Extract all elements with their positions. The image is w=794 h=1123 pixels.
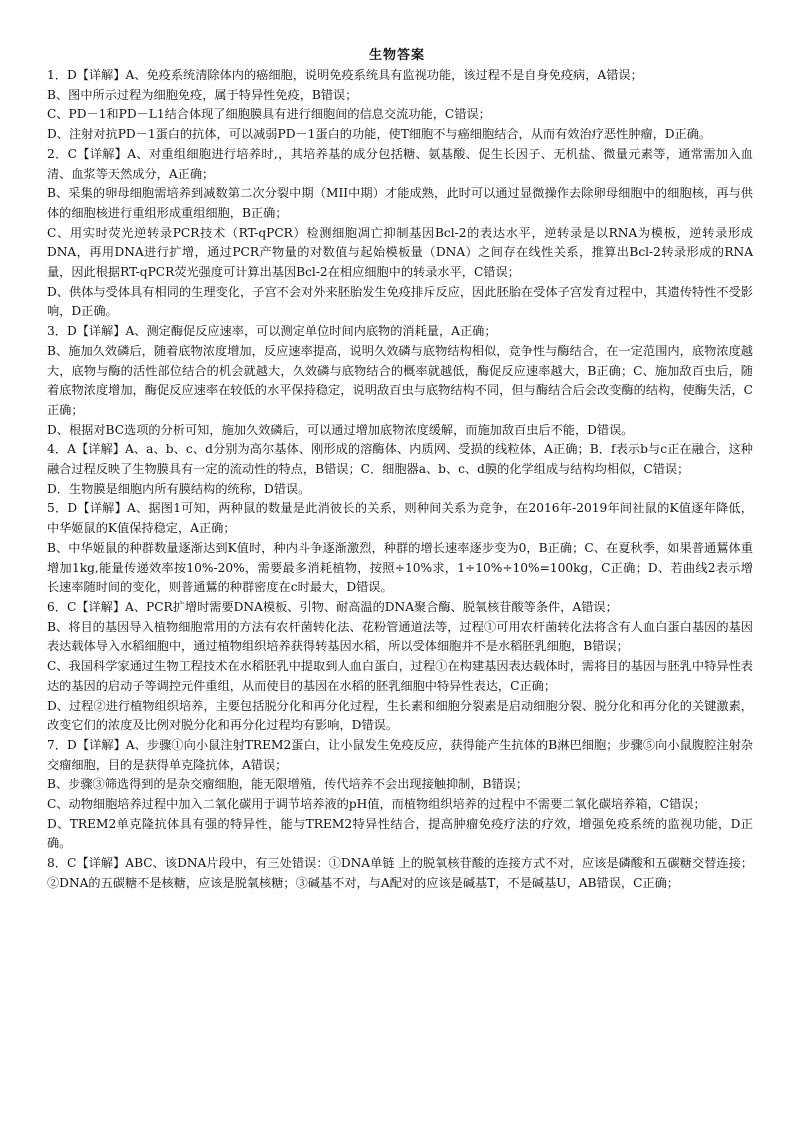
answer-line: 7．D【详解】A、步骤①向小鼠注射TREM2蛋白，让小鼠发生免疫反应，获得能产生抗体的B淋巴细胞；步骤⑤向小鼠腹腔注射杂交瘤细胞，目的是获得单克隆抗体，A错误；	[47, 737, 753, 772]
answer-line: B、施加久效磷后，随着底物浓度增加，反应速率提高，说明久效磷与底物结构相似，竞争性与酶结合，在一定范围内，底物浓度越大，底物与酶的活性部位结合的机会就越大，久效磷与底物结合的概率就越低，酶促反应速率越大，B正确；C、施加敌百虫后，随着底物浓度增加，酶促反应速率在较低的水平保持稳定，说明敌百虫与底物结构不同，但与酶结合后会改变酶的结构，使酶失活，C正确；	[47, 343, 753, 417]
answer-line: D、供体与受体具有相同的生理变化，子宫不会对外来胚胎发生免疫排斥反应，因此胚胎在受体子宫发育过程中，其遗传特性不受影响，D正确。	[47, 284, 753, 319]
answer-line: 8．C【详解】ABC、该DNA片段中，有三处错误：①DNA单链 上的脱氧核苷酸的连接方式不对，应该是磷酸和五碳糖交替连接；②DNA的五碳糖不是核糖，应该是脱氧核糖；③碱基不对，与A配对的应该是碱基T，不是碱基U，AB错误，C正确；	[47, 856, 753, 890]
answer-line: 4．A【详解】A、a、b、c、d分别为高尔基体、刚形成的溶酶体、内质网、受损的线粒体，A正确；B．f表示b与c正在融合，这种融合过程反映了生物膜具有一定的流动性的特点，B错误；C．细胞器a、b、c、d膜的化学组成与结构均相似，C错误；	[47, 442, 753, 477]
answer-line: C、用实时荧光逆转录PCR技术（RT-qPCR）检测细胞凋亡抑制基因Bcl-2的表达水平，逆转录是以RNA为模板，逆转录形成DNA，再用DNA进行扩增，通过PCR产物量的对数值与起始模板量（DNA）之间存在线性关系，推算出Bcl-2转录形成的RNA量，因此根据RT-qPCR荧光强度可计算出基因Bcl-2在相应细胞中的转录水平，C错误；	[47, 225, 753, 280]
answer-line: 6．C【详解】A、PCR扩增时需要DNA模板、引物、耐高温的DNA聚合酶、脱氧核苷酸等条件，A错误；	[47, 599, 618, 614]
answer-line: B、步骤③筛选得到的是杂交瘤细胞，能无限增殖，传代培养不会出现接触抑制，B错误；	[47, 777, 529, 792]
answer-line: 5．D【详解】A、据图1可知，两种鼠的数量是此消彼长的关系，则种间关系为竞争，在2016年-2019年间社鼠的K值逐年降低，中华姬鼠的K值保持稳定，A正确；	[47, 501, 753, 536]
answer-line: D、过程②进行植物组织培养，主要包括脱分化和再分化过程，生长素和细胞分裂素是启动细胞分裂、脱分化和再分化的关键激素，改变它们的浓度及比例对脱分化和再分化过程均有影响，D错误。	[47, 698, 753, 733]
answer-line: D、注射对抗PD－1蛋白的抗体，可以减弱PD－1蛋白的功能，使T细胞不与癌细胞结合，从而有效治疗恶性肿瘤，D正确。	[47, 127, 712, 142]
page-title: 生物答案	[368, 48, 425, 63]
answer-line: C、PD－1和PD－L1结合体现了细胞膜具有进行细胞间的信息交流功能，C错误；	[47, 107, 491, 122]
answer-line: C、动物细胞培养过程中加入二氧化碳用于调节培养液的pH值，而植物组织培养的过程中不需要二氧化碳培养箱，C错误；	[47, 797, 706, 812]
answer-line: B、中华姬鼠的种群数量逐渐达到K值时，种内斗争逐渐激烈，种群的增长速率逐步变为0，B正确；C、在夏秋季，如果普通鵟体重增加1kg,能量传递效率按10%-20%，需要最多消耗植物，按照÷10%求，1÷10%÷10%=100kg，C正确；D、若曲线2表示增长速率随时间的变化，则普通鵟的种群密度在c时最大，D错误。	[47, 540, 753, 595]
answer-line: B、图中所示过程为细胞免疫，属于特异性免疫，B错误；	[47, 87, 358, 102]
answer-line: B、采集的卵母细胞需培养到减数第二次分裂中期（MII中期）才能成熟，此时可以通过显微操作去除卵母细胞中的细胞核，再与供体的细胞核进行重组形成重组细胞，B正确；	[47, 186, 753, 220]
answer-line: D、TREM2单克隆抗体具有强的特异性，能与TREM2特异性结合，提高肿瘤免疫疗法的疗效，增强免疫系统的监视功能，D正确。	[47, 816, 753, 851]
answer-line: 2．C【详解】A、对重组细胞进行培养时,，其培养基的成分包括糖、氨基酸、促生长因子、无机盐、微量元素等，通常需加入血清、血浆等天然成分，A正确；	[47, 146, 753, 181]
answer-line: 3．D【详解】A、测定酶促反应速率，可以测定单位时间内底物的消耗量，A正确；	[47, 324, 497, 339]
answer-line: B、将目的基因导入植物细胞常用的方法有农杆菌转化法、花粉管通道法等，过程①可用农杆菌转化法将含有人血白蛋白基因的基因表达载体导入水稻细胞中，通过植物组织培养获得转基因水稻，所以受体细胞并不是水稻胚乳细胞，B错误；	[47, 619, 753, 654]
answer-line: 1．D【详解】A、免疫系统清除体内的癌细胞，说明免疫系统具有监视功能，该过程不是自身免疫病，A错误；	[47, 68, 643, 82]
answer-line: D、根据对BC选项的分析可知，施加久效磷后，可以通过增加底物浓度缓解，而施加敌百虫后不能，D错误。	[47, 422, 634, 437]
answer-body	[47, 66, 753, 894]
answer-line: D．生物膜是细胞内所有膜结构的统称，D错误。	[47, 481, 311, 496]
answer-line: C、我国科学家通过生物工程技术在水稻胚乳中提取到人血白蛋白，过程①在构建基因表达载体时，需将目的基因与胚乳中特异性表达的基因的启动子等调控元件重组，从而使目的基因在水稻的胚乳细胞中特异性表达，C正确；	[47, 659, 753, 693]
